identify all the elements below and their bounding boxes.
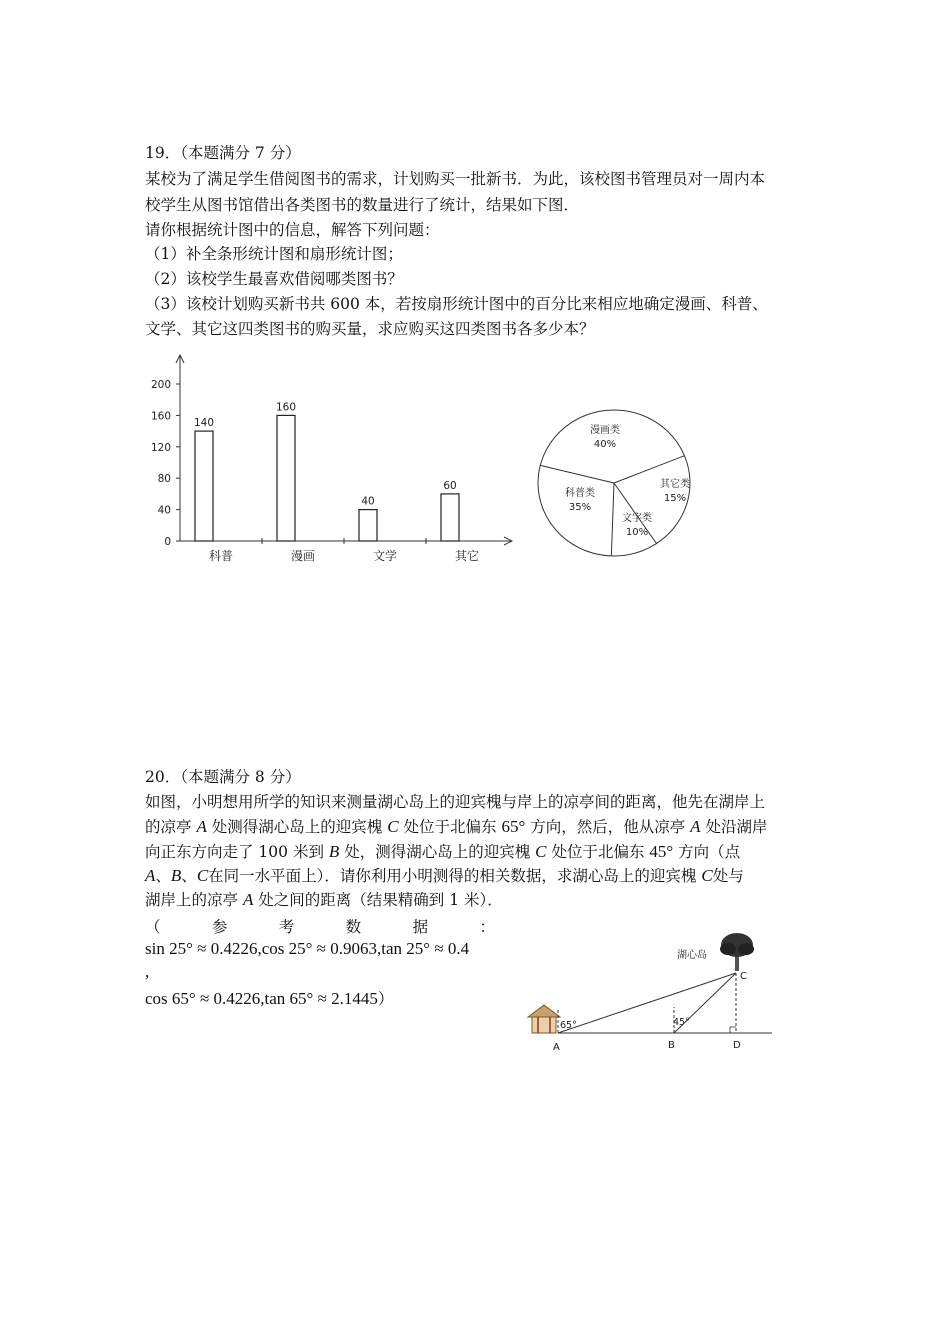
- geometry-figure: [520, 925, 780, 1060]
- bar-value-label: 60: [443, 479, 457, 492]
- ref-char: 数: [345, 918, 362, 936]
- pavilion-icon: [528, 1005, 560, 1033]
- q19-item-2: （2）该校学生最喜欢借阅哪类图书？: [145, 270, 403, 288]
- q19-text-line3: 请你根据统计图中的信息，解答下列问题：: [145, 221, 440, 239]
- q20-line4: [145, 866, 744, 886]
- angle-label-B: 45°: [673, 1017, 690, 1028]
- point-label: C: [701, 866, 713, 885]
- category-label: 其它: [454, 549, 480, 563]
- angle-value: 65°: [501, 817, 526, 836]
- text: 处位于北偏东: [403, 818, 497, 836]
- slice-label: 漫画类: [590, 425, 620, 436]
- trig-values: cos 65° ≈ 0.4226,tan 65° ≈ 2.1445: [145, 989, 378, 1008]
- line-AC: [558, 973, 736, 1033]
- y-tick-label: 160: [150, 410, 171, 423]
- bar-3: [441, 494, 459, 541]
- text: 处，测得湖心岛上的迎宾槐: [344, 843, 531, 861]
- point-label-B: B: [668, 1040, 675, 1051]
- text: 处测得湖心岛上的迎宾槐: [211, 818, 383, 836]
- angle-value: 45°: [649, 842, 674, 861]
- bar-1: [277, 415, 295, 541]
- ref-char: 据: [412, 918, 429, 936]
- angle-label-A: 65°: [560, 1020, 577, 1031]
- point-label: A: [690, 817, 701, 836]
- bar-value-label: 140: [193, 417, 215, 430]
- category-label: 文学: [372, 549, 398, 563]
- point-label: A: [196, 817, 207, 836]
- right-angle-mark: [730, 1027, 736, 1033]
- bar-chart: [140, 345, 530, 575]
- text: 处与: [712, 867, 744, 885]
- point-label: C: [535, 842, 547, 861]
- slice-percent: 40%: [593, 439, 617, 450]
- q20-line2: [145, 817, 768, 837]
- category-label: 科普: [208, 549, 234, 563]
- text: 的凉亭: [145, 818, 192, 836]
- q19-item-1: （1）补全条形统计图和扇形统计图；: [145, 245, 403, 263]
- ref-char: ：: [479, 918, 495, 936]
- text: 向正东方向走了 100 米到: [145, 843, 324, 861]
- text: 处沿湖岸: [705, 818, 768, 836]
- q20-line3: [145, 842, 740, 862]
- slice-label: 科普类: [565, 488, 595, 499]
- y-tick-label: 80: [157, 473, 171, 486]
- trig-comma: ,: [145, 962, 150, 981]
- slice-percent: 15%: [663, 493, 687, 504]
- y-tick-label: 40: [157, 504, 171, 517]
- q19-item-3b: 文学、其它这四类图书的购买量，求应购买这四类图书各多少本？: [145, 320, 595, 338]
- slice-percent: 10%: [625, 527, 649, 538]
- q20-line5: [145, 890, 503, 910]
- bar-value-label: 160: [275, 401, 297, 414]
- q19-text-line1: 某校为了满足学生借阅图书的需求，计划购买一批新书．为此，该校图书管理员对一周内本: [145, 170, 766, 188]
- slice-label: 文字类: [622, 513, 652, 524]
- ref-char: 考: [278, 918, 295, 936]
- text: 处之间的距离（结果精确到 1 米）．: [258, 891, 503, 909]
- text: 处位于北偏东: [551, 843, 645, 861]
- point-label: C: [387, 817, 399, 836]
- slice-label: 其它类: [660, 479, 690, 490]
- text: 方向（点: [678, 843, 741, 861]
- point-label-A: A: [553, 1042, 560, 1053]
- text: 、: [155, 867, 171, 885]
- point-label: A: [145, 866, 156, 885]
- slice-percent: 35%: [568, 502, 592, 513]
- y-tick-label: 120: [150, 441, 171, 454]
- trig-values-line1: sin 25° ≈ 0.4226,cos 25° ≈ 0.9063,tan 25° ≈ 0.4: [145, 939, 470, 958]
- text: 在同一水平面上）．请你利用小明测得的相关数据，求湖心岛上的迎宾槐: [208, 867, 697, 885]
- bar-value-label: 40: [361, 495, 375, 508]
- ref-char: （: [145, 918, 161, 936]
- ref-char: 参: [211, 918, 228, 936]
- y-tick-label: 200: [150, 379, 171, 391]
- point-label-D: D: [733, 1040, 741, 1051]
- point-label: B: [170, 866, 182, 885]
- q19-item-3a: （3）该校计划购买新书共 600 本，若按扇形统计图中的百分比来相应地确定漫画、科普、: [145, 295, 768, 313]
- q20-title: 20．（本题满分 8 分）: [145, 768, 301, 786]
- point-label: A: [242, 890, 254, 909]
- category-label: 漫画: [290, 549, 316, 563]
- q20-line1: 如图，小明想用所学的知识来测量湖心岛上的迎宾槐与岸上的凉亭间的距离，他先在湖岸上: [145, 793, 766, 811]
- tree-icon: [720, 933, 754, 971]
- pie-chart: [525, 405, 705, 565]
- reference-data-label: [145, 915, 495, 937]
- text: 湖岸上的凉亭: [145, 891, 239, 909]
- text: 方向，然后，他从凉亭: [530, 818, 686, 836]
- bar-2: [359, 510, 377, 541]
- trig-values-line2: [145, 987, 393, 1009]
- y-tick-label: 0: [164, 536, 171, 548]
- paren-close: ）: [377, 990, 394, 1008]
- point-label-C: C: [740, 971, 747, 982]
- island-label: 湖心岛: [677, 950, 707, 961]
- bar-0: [195, 431, 213, 541]
- q19-title: 19．（本题满分 7 分）: [145, 144, 301, 162]
- point-label: B: [328, 842, 340, 861]
- point-label: C: [196, 866, 209, 885]
- q19-text-line2: 校学生从图书馆借出各类图书的数量进行了统计，结果如下图．: [145, 196, 580, 214]
- text: 、: [181, 867, 197, 885]
